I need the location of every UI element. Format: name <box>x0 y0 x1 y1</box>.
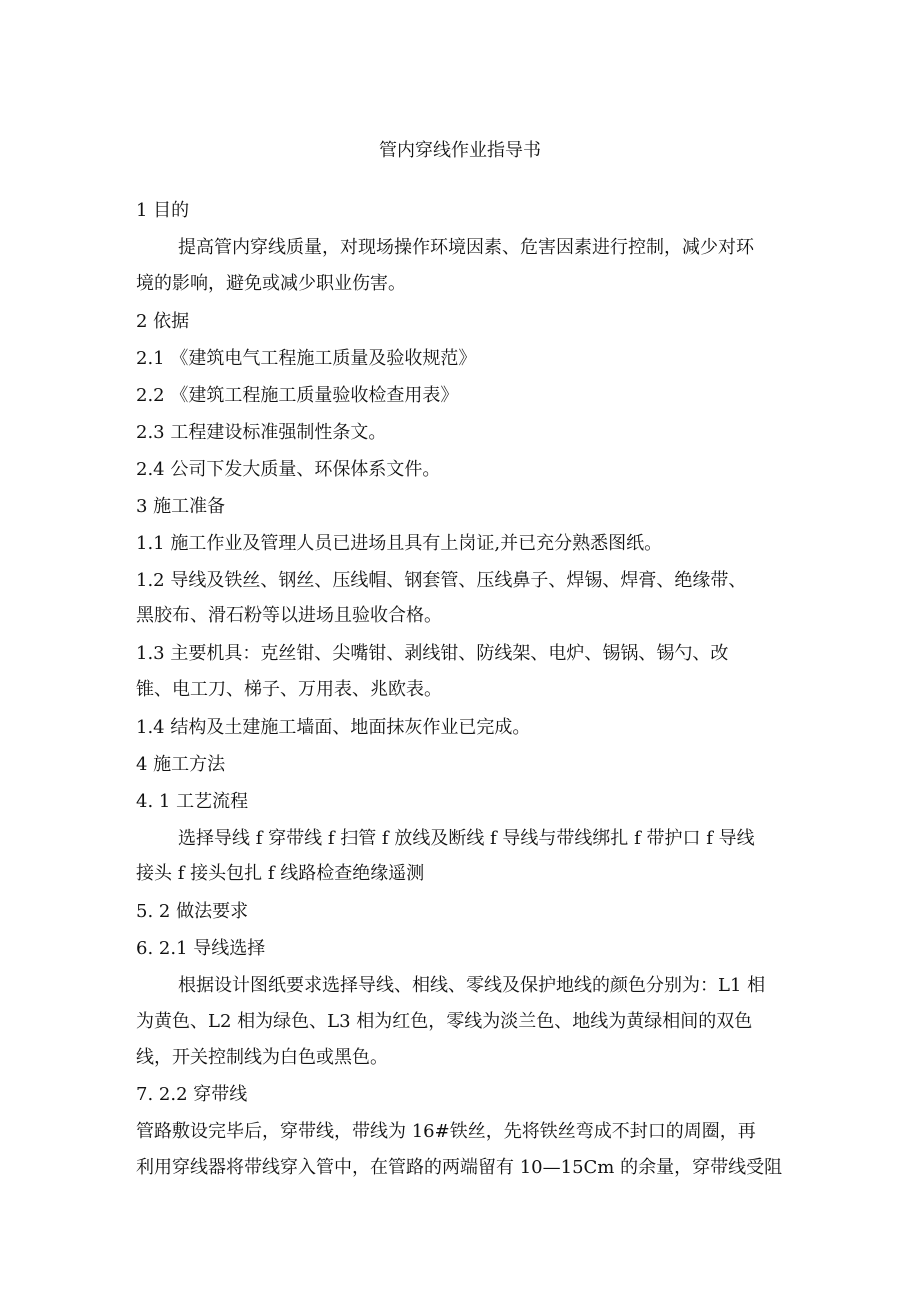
paragraph-line: 境的影响，避免或减少职业伤害。 <box>136 273 406 294</box>
paragraph-line: 根据设计图纸要求选择导线、相线、零线及保护地线的颜色分别为：L1 相 <box>178 975 766 996</box>
list-item: 2.4 公司下发大质量、环保体系文件。 <box>136 459 441 480</box>
section-heading-purpose: 1 目的 <box>136 200 190 221</box>
paragraph-line: 利用穿线器将带线穿入管中，在管路的两端留有 10—15Cm 的余量，穿带线受阻 <box>136 1157 783 1178</box>
section-heading-method: 4 施工方法 <box>136 754 226 775</box>
paragraph-line: 黑胶布、滑石粉等以进场且验收合格。 <box>136 605 442 626</box>
subsection-heading: 7. 2.2 穿带线 <box>136 1084 248 1105</box>
paragraph-line: 管路敷设完毕后，穿带线，带线为 16#铁丝，先将铁丝弯成不封口的周圈，再 <box>136 1121 756 1142</box>
paragraph-line: 为黄色、L2 相为绿色、L3 相为红色，零线为淡兰色、地线为黄绿相间的双色 <box>136 1011 753 1032</box>
list-item: 1.3 主要机具：克丝钳、尖嘴钳、剥线钳、防线架、电炉、锡锅、锡勺、改 <box>136 643 729 664</box>
paragraph-line: 接头 f 接头包扎 f 线路检查绝缘遥测 <box>136 863 425 884</box>
list-item: 2.2 《建筑工程施工质量验收检查用表》 <box>136 385 459 406</box>
paragraph-line: 线，开关控制线为白色或黑色。 <box>136 1047 388 1068</box>
paragraph-line: 提高管内穿线质量，对现场操作环境因素、危害因素进行控制，减少对环 <box>178 237 754 258</box>
subsection-heading: 5. 2 做法要求 <box>136 901 249 922</box>
list-item: 1.1 施工作业及管理人员已进场且具有上岗证,并已充分熟悉图纸。 <box>136 533 663 554</box>
document-title: 管内穿线作业指导书 <box>379 140 541 161</box>
list-item: 2.1 《建筑电气工程施工质量及验收规范》 <box>136 348 477 369</box>
list-item: 2.3 工程建设标准强制性条文。 <box>136 422 387 443</box>
paragraph-line: 锥、电工刀、梯子、万用表、兆欧表。 <box>136 679 442 700</box>
paragraph-line: 选择导线 f 穿带线 f 扫管 f 放线及断线 f 导线与带线绑扎 f 带护口 f 导线 <box>178 828 755 849</box>
list-item: 1.2 导线及铁丝、钢丝、压线帽、钢套管、压线鼻子、焊锡、焊膏、绝缘带、 <box>136 570 747 591</box>
list-item: 1.4 结构及土建施工墙面、地面抹灰作业已完成。 <box>136 717 531 738</box>
section-heading-preparation: 3 施工准备 <box>136 496 226 517</box>
section-heading-basis: 2 依据 <box>136 311 190 332</box>
subsection-heading: 6. 2.1 导线选择 <box>136 938 266 959</box>
subsection-heading: 4. 1 工艺流程 <box>136 791 249 812</box>
